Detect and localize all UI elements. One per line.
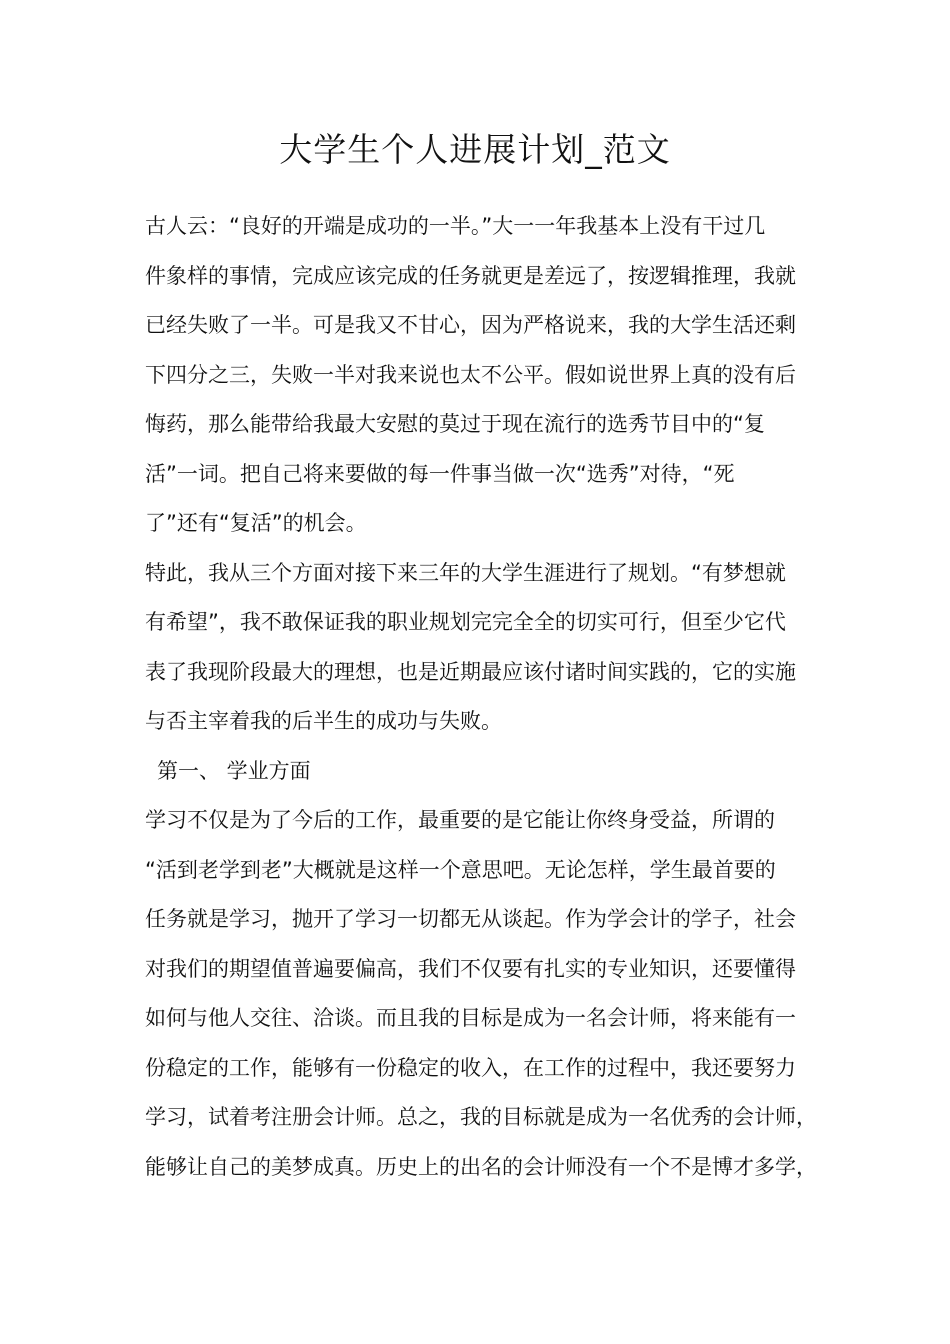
- body-line: 与否主宰着我的后半生的成功与失败。: [145, 709, 502, 733]
- body-line: 活”一词。把自己将来要做的每一件事当做一次“选秀”对待，“死: [145, 461, 735, 486]
- body-line: 特此，我从三个方面对接下来三年的大学生涯进行了规划。“有梦想就: [145, 560, 786, 585]
- document-title: 大学生个人进展计划_范文: [279, 130, 671, 169]
- document-body: [145, 202, 817, 1192]
- body-line: 有希望”，我不敢保证我的职业规划完完全全的切实可行，但至少它代: [145, 610, 786, 634]
- body-line: 学习，试着考注册会计师。总之，我的目标就是成为一名优秀的会计师，: [145, 1105, 817, 1129]
- body-line: 表了我现阶段最大的理想，也是近期最应该付诸时间实践的，它的实施: [145, 659, 796, 684]
- body-line: 了”还有“复活”的机会。: [145, 511, 367, 535]
- body-line: 已经失败了一半。可是我又不甘心，因为严格说来，我的大学生活还剩: [145, 313, 796, 337]
- section-heading: 第一、 学业方面: [157, 758, 311, 783]
- body-line: 份稳定的工作，能够有一份稳定的收入，在工作的过程中，我还要努力: [145, 1055, 796, 1080]
- body-line: 古人云：“良好的开端是成功的一半。”大一一年我基本上没有干过几: [145, 214, 766, 238]
- body-line: 件象样的事情，完成应该完成的任务就更是差远了，按逻辑推理，我就: [145, 263, 796, 288]
- body-line: 悔药，那么能带给我最大安慰的莫过于现在流行的选秀节目中的“复: [145, 412, 765, 436]
- body-line: 能够让自己的美梦成真。历史上的出名的会计师没有一个不是博才多学，: [145, 1154, 817, 1179]
- body-line: 任务就是学习，抛开了学习一切都无从谈起。作为学会计的学子，社会: [145, 907, 796, 931]
- body-line: 下四分之三，失败一半对我来说也太不公平。假如说世界上真的没有后: [145, 362, 796, 387]
- body-line: 如何与他人交往、洽谈。而且我的目标是成为一名会计师，将来能有一: [145, 1006, 796, 1030]
- body-line: 学习不仅是为了今后的工作，最重要的是它能让你终身受益，所谓的: [145, 808, 775, 832]
- body-line: “活到老学到老”大概就是这样一个意思吧。无论怎样，学生最首要的: [145, 857, 776, 882]
- body-line: 对我们的期望值普遍要偏高，我们不仅要有扎实的专业知识，还要懂得: [145, 956, 796, 981]
